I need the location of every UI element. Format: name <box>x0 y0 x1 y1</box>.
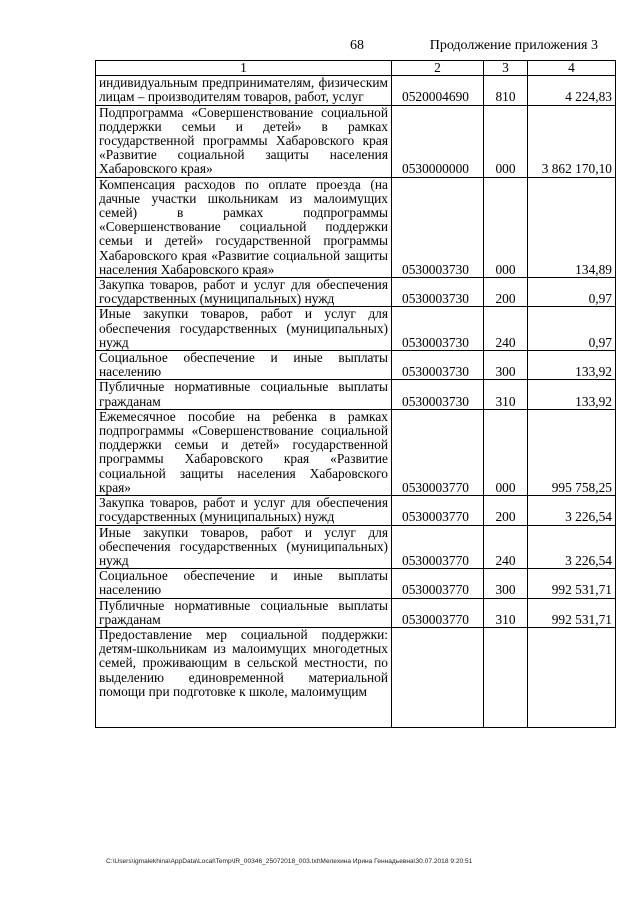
row-expense-type: 000 <box>484 105 528 177</box>
row-target-code: 0530000000 <box>392 105 484 177</box>
table-header-row <box>96 61 616 76</box>
table-row <box>96 76 616 105</box>
row-expense-type: 310 <box>484 598 528 627</box>
row-amount: 995 758,25 <box>528 409 616 495</box>
row-target-code: 0530003770 <box>392 496 484 525</box>
row-expense-type: 200 <box>484 496 528 525</box>
row-amount: 3 862 170,10 <box>528 105 616 177</box>
row-description: Ежемесячное пособие на ребенка в рамках подпрограммы «Совершенствование социальной поддержки семьи и детей» государственной программы Хабаровского края «Развитие социальной защиты населения Хабаровского края» <box>96 409 392 495</box>
row-expense-type: 300 <box>484 351 528 380</box>
row-target-code: 0530003770 <box>392 409 484 495</box>
table-row <box>96 380 616 409</box>
table-row <box>96 307 616 351</box>
row-target-code <box>392 627 484 727</box>
row-target-code: 0530003770 <box>392 569 484 598</box>
row-description: Компенсация расходов по оплате проезда (на дачные участки школьникам из малоимущих семей) в рамках подпрограммы «Совершенствование социальной поддержки семьи и детей» государственной программы Хабаровского края «Развитие социальной защиты населения Хабаровского края» <box>96 177 392 277</box>
table-row <box>96 496 616 525</box>
row-description: Закупка товаров, работ и услуг для обеспечения государственных (муниципальных) нужд <box>96 278 392 307</box>
row-description: Публичные нормативные социальные выплаты гражданам <box>96 380 392 409</box>
table-row <box>96 278 616 307</box>
table-row <box>96 525 616 569</box>
table-row <box>96 569 616 598</box>
row-expense-type: 200 <box>484 278 528 307</box>
row-description: Иные закупки товаров, работ и услуг для обеспечения государственных (муниципальных) нужд <box>96 525 392 569</box>
row-target-code: 0530003730 <box>392 351 484 380</box>
row-amount: 3 226,54 <box>528 525 616 569</box>
column-header-description: 1 <box>96 61 392 76</box>
row-expense-type: 000 <box>484 177 528 277</box>
row-target-code: 0530003770 <box>392 525 484 569</box>
row-expense-type: 310 <box>484 380 528 409</box>
row-target-code: 0530003730 <box>392 307 484 351</box>
row-amount: 0,97 <box>528 307 616 351</box>
table-row <box>96 409 616 495</box>
appendix-continuation-label: Продолжение приложения 3 <box>429 38 598 53</box>
row-amount: 133,92 <box>528 380 616 409</box>
row-description: Социальное обеспечение и иные выплаты населению <box>96 569 392 598</box>
column-header-code: 2 <box>392 61 484 76</box>
row-description: Публичные нормативные социальные выплаты гражданам <box>96 598 392 627</box>
row-amount: 992 531,71 <box>528 598 616 627</box>
row-amount: 992 531,71 <box>528 569 616 598</box>
row-target-code: 0520004690 <box>392 76 484 105</box>
row-expense-type: 000 <box>484 409 528 495</box>
row-expense-type: 300 <box>484 569 528 598</box>
budget-table <box>95 60 616 728</box>
row-description: Предоставление мер социальной поддержки: детям-школьникам из малоимущих многодетных семей, проживающим в сельской местности, по выделению единовременной материальной помощи при подготовке к школе, малоимущим <box>96 627 392 727</box>
row-target-code: 0530003730 <box>392 278 484 307</box>
row-amount: 133,92 <box>528 351 616 380</box>
row-description: индивидуальным предпринимателям, физическим лицам – производителям товаров, работ, услуг <box>96 76 392 105</box>
row-expense-type <box>484 627 528 727</box>
column-header-amount: 4 <box>528 61 616 76</box>
row-amount: 3 226,54 <box>528 496 616 525</box>
row-amount: 4 224,83 <box>528 76 616 105</box>
row-target-code: 0530003770 <box>392 598 484 627</box>
table-row <box>96 598 616 627</box>
row-expense-type: 810 <box>484 76 528 105</box>
document-file-path: C:\Users\igmalekhina\AppData\Local\Temp\IR_00346_25072018_003.txt\Мелехина Ирина Геннадьевна\30.07.2018 9:20:51 <box>106 858 473 865</box>
column-header-kvr: 3 <box>484 61 528 76</box>
row-target-code: 0530003730 <box>392 177 484 277</box>
row-description: Социальное обеспечение и иные выплаты населению <box>96 351 392 380</box>
row-target-code: 0530003730 <box>392 380 484 409</box>
row-amount: 0,97 <box>528 278 616 307</box>
row-description: Иные закупки товаров, работ и услуг для обеспечения государственных (муниципальных) нужд <box>96 307 392 351</box>
row-amount <box>528 627 616 727</box>
row-amount: 134,89 <box>528 177 616 277</box>
page-number: 68 <box>350 38 364 53</box>
table-row <box>96 177 616 277</box>
row-expense-type: 240 <box>484 307 528 351</box>
row-expense-type: 240 <box>484 525 528 569</box>
table-row <box>96 627 616 727</box>
row-description: Подпрограмма «Совершенствование социальной поддержки семьи и детей» в рамках государственной программы Хабаровского края «Развитие социальной защиты населения Хабаровского края» <box>96 105 392 177</box>
table-row <box>96 105 616 177</box>
row-description: Закупка товаров, работ и услуг для обеспечения государственных (муниципальных) нужд <box>96 496 392 525</box>
table-row <box>96 351 616 380</box>
